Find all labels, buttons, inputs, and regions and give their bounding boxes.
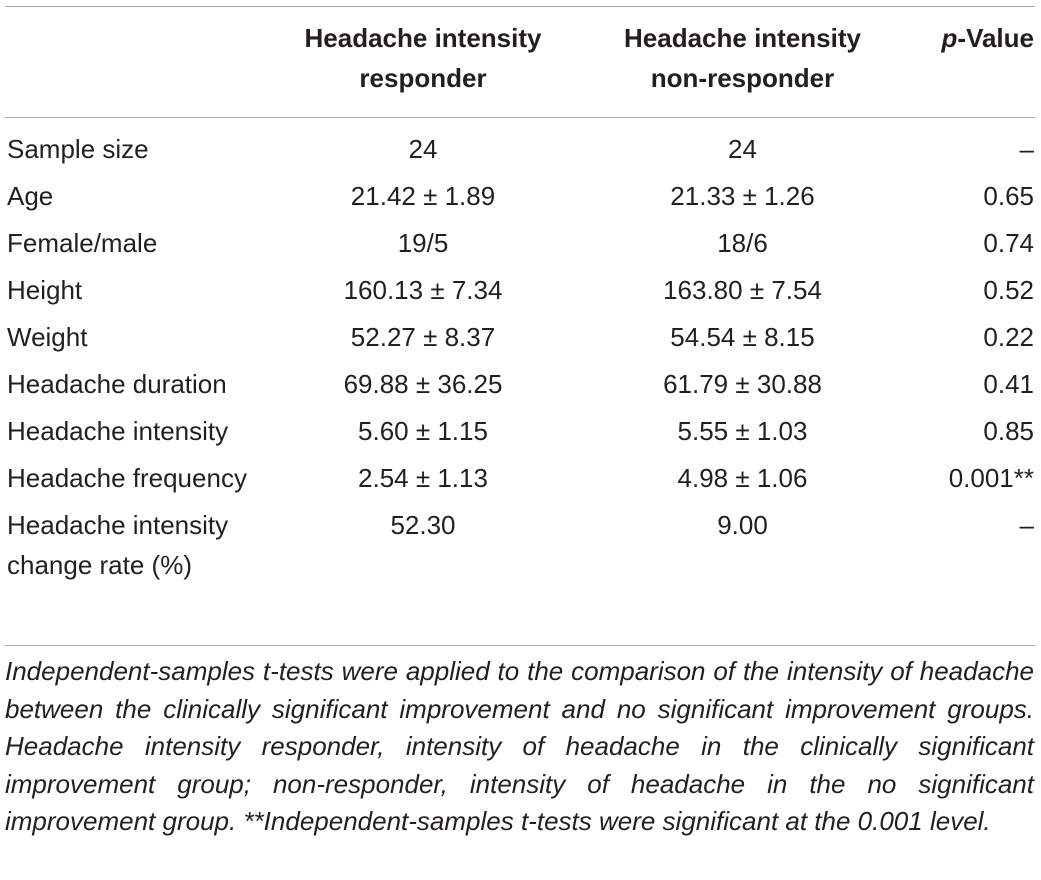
table-row-headache-intensity: [5, 404, 1036, 451]
header-responder-line1: Headache intensity: [304, 23, 542, 53]
p-value: 0.74: [983, 228, 1034, 258]
responder-value: 52.27 ± 8.37: [350, 322, 496, 352]
header-p-rest: -Value: [957, 23, 1034, 53]
responder-value: 52.30: [390, 510, 456, 540]
responder-value: 160.13 ± 7.34: [343, 275, 503, 305]
table-row-headache-frequency: [5, 451, 1036, 498]
table-row-female-male: [5, 216, 1036, 263]
header-non-responder-line1: Headache intensity: [624, 23, 861, 53]
p-value: –: [1019, 510, 1034, 540]
top-rule: [5, 6, 1035, 7]
p-value: 0.001**: [948, 463, 1034, 493]
header-non-responder-line2: non-responder: [650, 63, 835, 93]
responder-value: 5.60 ± 1.15: [358, 416, 488, 446]
non-responder-value: 61.79 ± 30.88: [663, 369, 822, 399]
row-label: Female/male: [7, 228, 158, 258]
data-table: [5, 18, 1036, 585]
table-row-age: [5, 169, 1036, 216]
header-cell-empty: [5, 18, 295, 115]
p-value: 0.22: [983, 322, 1034, 352]
p-value: –: [1019, 134, 1034, 164]
non-responder-value: 54.54 ± 8.15: [670, 322, 815, 352]
header-row: [5, 18, 1036, 115]
row-label: Weight: [7, 322, 88, 352]
row-label: Headache duration: [7, 369, 227, 399]
responder-value: 2.54 ± 1.13: [358, 463, 488, 493]
non-responder-value: 163.80 ± 7.54: [663, 275, 822, 305]
non-responder-value: 21.33 ± 1.26: [670, 181, 815, 211]
row-label: Sample size: [7, 134, 149, 164]
non-responder-value: 4.98 ± 1.06: [677, 463, 808, 493]
responder-value: 21.42 ± 1.89: [350, 181, 496, 211]
table-row-weight: [5, 310, 1036, 357]
table-row-height: [5, 263, 1036, 310]
table-row-intensity-change-rate: [5, 498, 1036, 585]
table-row-sample-size: [5, 115, 1036, 169]
non-responder-value: 18/6: [717, 228, 768, 258]
p-value: 0.85: [983, 416, 1034, 446]
bottom-rule: [5, 645, 1035, 646]
row-label: Headache frequency: [7, 463, 247, 493]
non-responder-value: 5.55 ± 1.03: [677, 416, 808, 446]
p-value: 0.65: [983, 181, 1034, 211]
row-label: Headache intensity: [7, 416, 229, 446]
header-non-responder: [551, 18, 934, 115]
non-responder-value: 9.00: [717, 510, 768, 540]
row-label: Height: [7, 275, 83, 305]
header-responder: [295, 18, 551, 115]
non-responder-value: 24: [728, 134, 757, 164]
p-value: 0.41: [983, 369, 1034, 399]
table-row-headache-duration: [5, 357, 1036, 404]
row-label: Age: [7, 181, 54, 211]
responder-value: 19/5: [397, 228, 449, 258]
header-p-italic: p: [941, 23, 958, 53]
row-label: Headache intensity change rate (%): [7, 510, 229, 580]
header-responder-line2: responder: [359, 63, 487, 93]
responder-value: 24: [408, 134, 438, 164]
table-footnote: Independent-samples t-tests were applied to the comparison of the intensity of headache between the clinically significant improvement and no significant improvement groups. Headache intensity responder, intensity of headache in the clinically significant improvement group; non-responder, intensity of headache in the no significant improvement group. **Independent-samples t-tests were significant at the 0.001 level.: [5, 656, 1034, 836]
p-value: 0.52: [983, 275, 1034, 305]
responder-value: 69.88 ± 36.25: [343, 369, 503, 399]
header-p-value: [934, 18, 1036, 115]
